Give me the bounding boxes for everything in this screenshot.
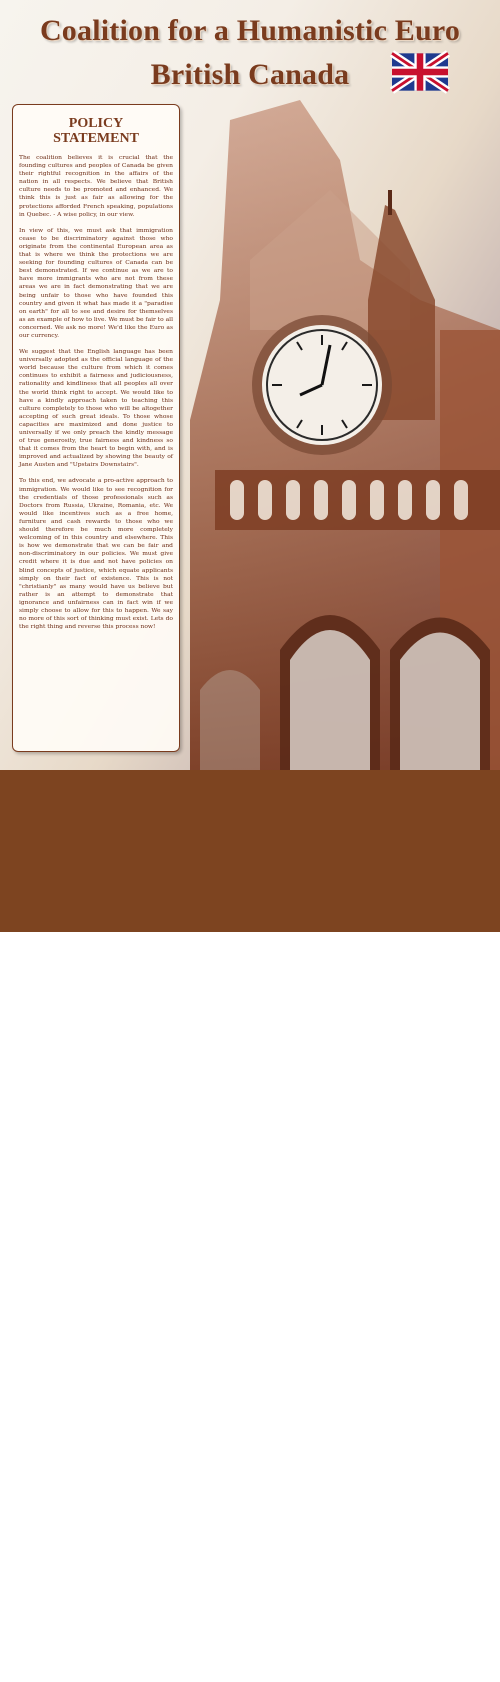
website-link[interactable]: www.britishcanada.org <box>40 1644 460 1682</box>
page-title-line2: British Canada <box>150 58 350 91</box>
policy-paragraph: We suggest that the English language has been universally adopted as the official language of the world because the culture from which it comes continues to exhibit a fairness and judiciousness, rationality and kindliness that all peoples all over the world think right to accept. We would like to have a kindly approach taken to teaching this culture completely to those who will be altogether accepting of such great ideals. To those whose capacities are maximized and done justice to universally if we only preach the kindly message of true generosity, true fairness and kindness so that it comes from the heart to begin with, and is improved and actualized by showing the beauty of Jane Austen and "Upstairs Downstairs". <box>19 348 173 469</box>
policy-title-line1: POLICY <box>68 116 124 131</box>
policy-title-line2: STATEMENT <box>53 131 139 146</box>
policy-paragraph: The coalition believes it is crucial that the founding cultures and peoples of Canada be given their rightful recognition in the affairs of the nation in all respects. We believe that British culture needs to be promoted and enhanced. We think this is just as fair as allowing for the protections afforded French speaking, populations in Quebec. - A wise policy, in our view. <box>19 154 173 218</box>
union-jack-flag-icon <box>392 52 448 92</box>
policy-title <box>13 116 179 146</box>
footer-organization: Coalition Euro British Canada <box>68 1554 432 1579</box>
page-title-line1: Coalition for a Humanistic Euro <box>39 14 461 47</box>
policy-statement-panel <box>12 104 180 752</box>
policy-paragraph: In view of this, we must ask that immigration cease to be discriminatory against those who originate from the continental European area as that is where we think the protections we are seeking for founding cultures of Canada can be best demonstrated. If we continue as we are to have more immigrants who are not from these areas we are in fact demonstrating that we are being unfair to those who have founded this country and given it what has made it a "paradise on earth" for all to see and desire for themselves as an example of how to live. We must be fair to all concerned. We ask no more! We'd like the Euro as our currency. <box>19 226 173 339</box>
footer-founder: Mr. Michael Rizzo Chessman, Founder <box>69 1596 431 1616</box>
policy-paragraph: To this end, we advocate a pro-active approach to immigration. We would like to see recognition for the credentials of those professionals such as Doctors from Russia, Ukraine, Romania, etc. We would like incentives such as a free home, furniture and cash rewards to those who we should therefore be much more completely welcoming of in this country and elsewhere. This is how we demonstrate that we can be fair and non-discriminatory in our policies. We must give credit where it is due and not have policies on blind concepts of justice, which equate applicants simply on their fact of existence. This is not "christianly" as many would have us believe but rather is an attempt to demonstrate that ignorance and unfairness can in fact win if we simply choose to allow for this to happen. We say no more of this sort of thinking must exist. Lets do the right thing and reverse this process now! <box>19 477 173 631</box>
policy-body <box>19 154 173 631</box>
